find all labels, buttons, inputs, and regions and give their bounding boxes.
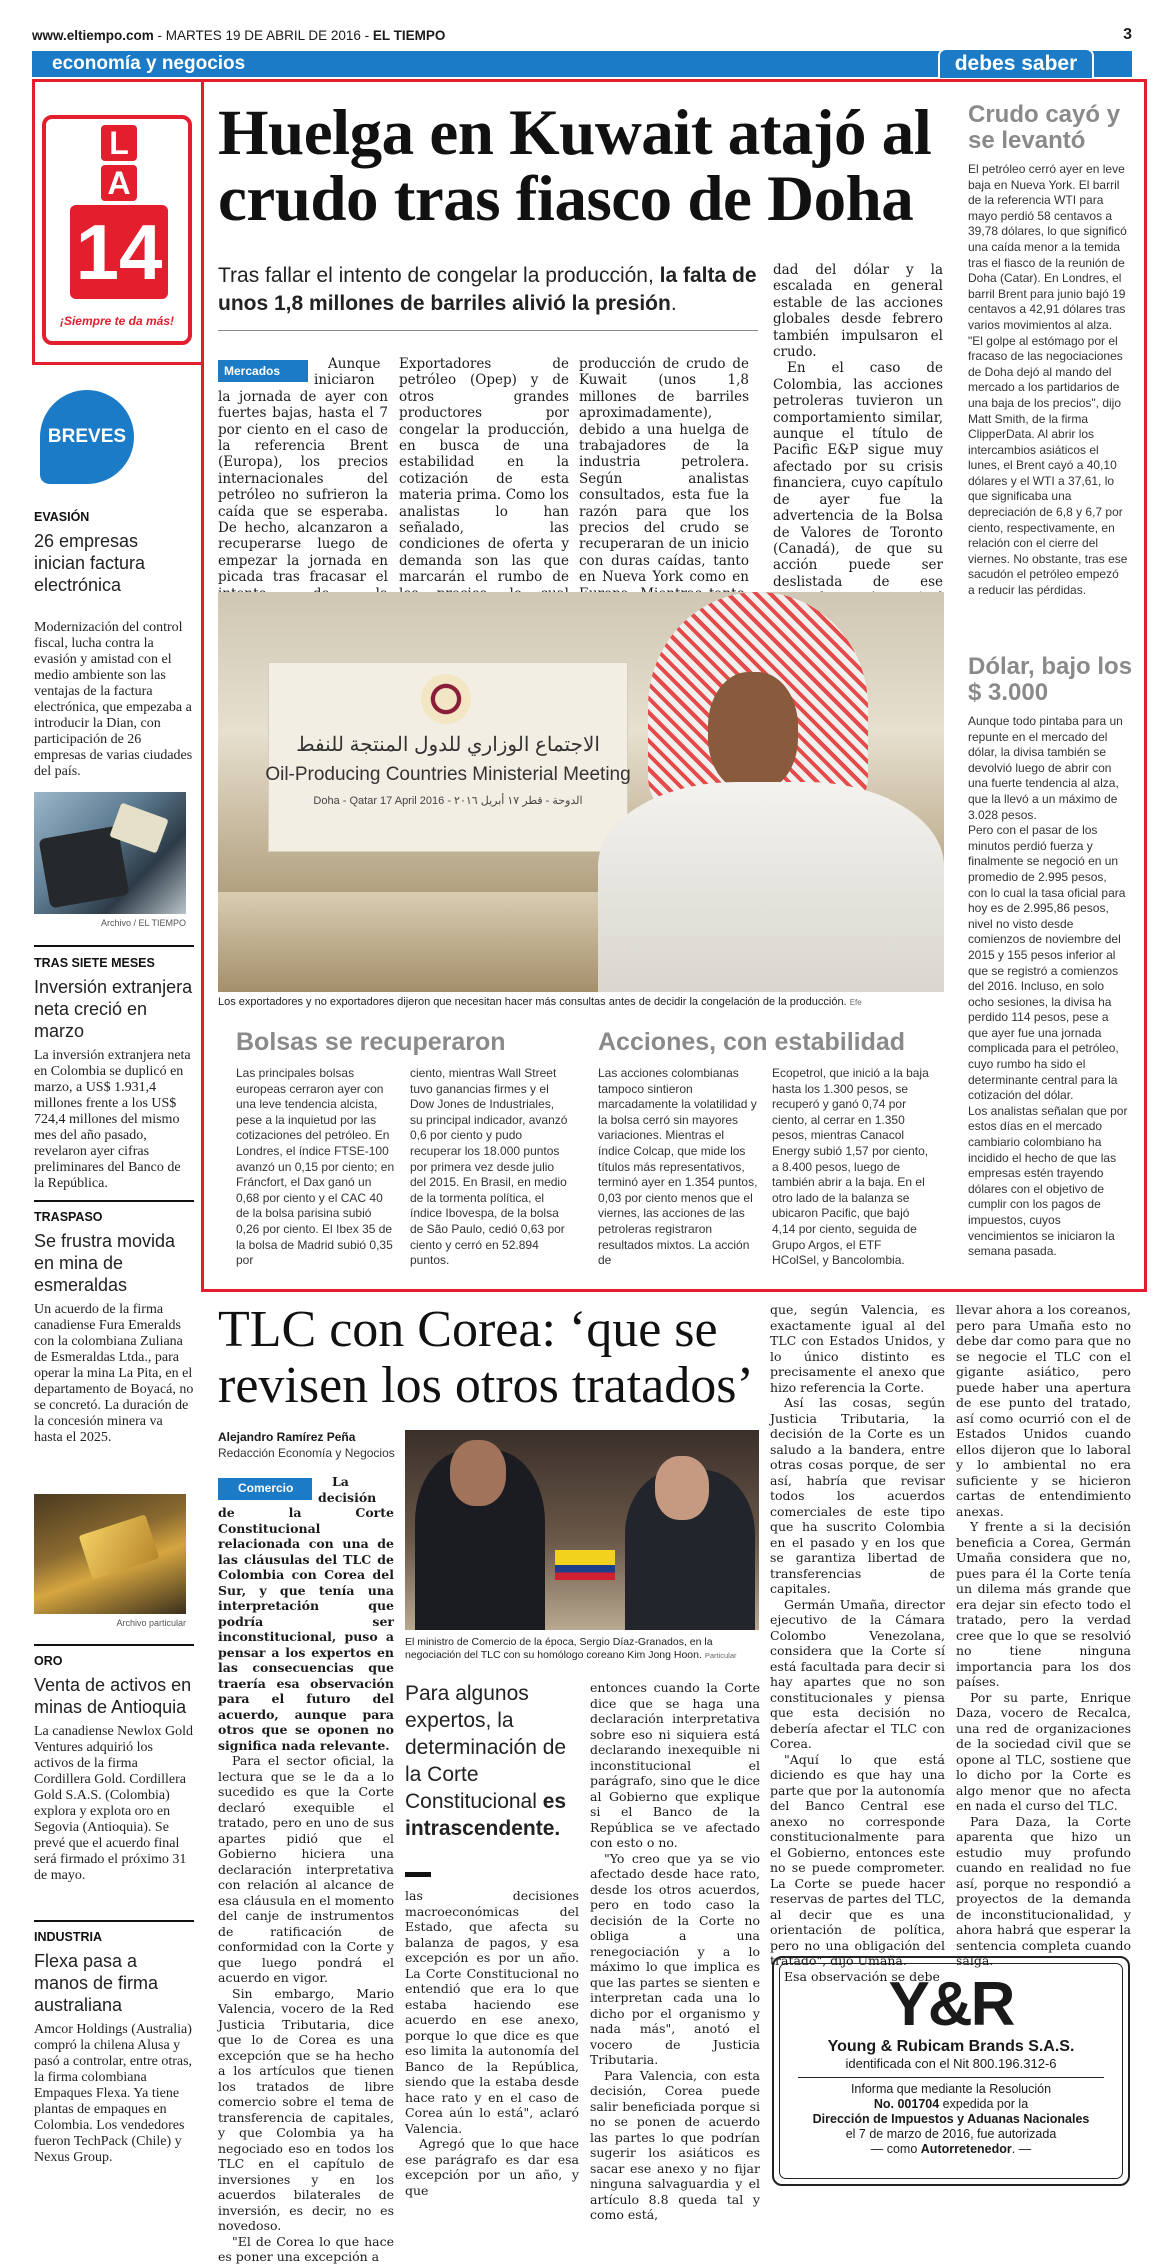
divider	[34, 1644, 194, 1646]
paragraph: Germán Umaña, director ejecutivo de la Cámara Colombo Venezolana, considera que la Corte sí está facultada para decir si hay apartes que no son constitucionales y piensa que esta decisión no debería afectar el TLC con Corea.	[770, 1596, 945, 1751]
paragraph: Agregó que lo que hace ese parágrafo es dar esa excepción por un año, y que	[405, 2136, 579, 2198]
paragraph: "Aquí lo que está diciendo es que hay una parte que por la autonomía del Banco Central ese anexo no corresponde constitucionalmente para el Gobierno, entonces este no se puede comprometer. La Corte se puede hacer reservas de partes del TLC, al decir que es una orientación de política, pero no una obligación del tratado", dijo Umaña.	[770, 1751, 945, 1968]
ad-line-4: el 7 de marzo de 2016, fue autorizada	[845, 2127, 1057, 2141]
tlc-col-3	[590, 1680, 760, 2222]
sidebar-crudo-text: El petróleo cerró ayer en leve baja en Nueva York. El barril de la referencia WTI para mayo perdió 58 centavos a 39,78 dólares, lo que significó una caída menor a la temida tras el fiasco de la reunión de Doha (Catar). En Londres, el barril Brent para junio bajó 19 centavos a 42,91 dólares tras varios movimientos al alza. "El golpe al estómago por el fracaso de las negociaciones de Doha dejó al mando del mercado a los partidarios de una baja de los precios", dijo Matt Smith, de la firma ClipperData. Al abrir los intercambios asiáticos el lunes, el Brent cayó a 40,10 dólares y el WTI a 37,61, lo que significaba una depreciación de 6,8 y 6,7 por ciento, respectivamente, en relación con el cierre del viernes. No obstante, tras ese sacudón el petróleo empezó a reducir las pérdidas.	[968, 162, 1128, 598]
photo-credit: Archivo particular	[116, 1618, 186, 1628]
qatar-emblem-icon	[421, 674, 471, 724]
brief-body: Modernización del control fiscal, lucha contra la evasión y amistad con el medio ambiente son las ventajas de la factura electrónica, que empezaba a introducir la Dian, con participación de 26 empresas de varias ciudades del país.	[34, 620, 193, 779]
sidebar-title-dolar: Dólar, bajo los $ 3.000	[968, 653, 1133, 706]
main-col-2	[399, 356, 569, 586]
logo-letter-l: L	[101, 125, 137, 161]
paragraph: Para el sector oficial, la lectura que se le da a lo sucedido es que la Corte declaró exequible el tratado, pero en uno de sus apartes pidió que el Gobierno hiciera una declaración interpretativa con relación al alcance de esa cláusula en el momento del canje de instrumentos de ratificación de conformidad con la Corte y que luego pondrá el acuerdo en vigor.	[218, 1753, 394, 1985]
divider	[34, 1200, 194, 1202]
main-col-4	[773, 262, 943, 590]
ad-text: .	[1011, 2142, 1016, 2156]
sign-arabic: الاجتماع الوزاري للدول المنتجة للنفط	[296, 734, 600, 756]
divider	[34, 945, 194, 947]
tlc-headline: TLC con Corea: ‘que se revisen los otros tratados’	[218, 1301, 754, 1414]
quote-text: Para algunos expertos, la determinación de la Corte Constitucional	[405, 1682, 567, 1813]
brief-body: Amcor Holdings (Australia) compró la chilena Alusa y pasó a controlar, entre otras, la firma colombiana Empaques Flexa. Ya tiene plantas de empaques en Colombia. Los vendedores fueron TechPack (Chile) y Nexus Group.	[34, 2022, 193, 2165]
bolsas-title: Bolsas se recuperaron	[236, 1028, 506, 1056]
quote-bold: es intrascendente.	[405, 1790, 567, 1840]
paragraph	[218, 1474, 394, 1753]
caption-text: Los exportadores y no exportadores dijeron que necesitan hacer más consultas antes de decidir la congelación de la producción.	[218, 996, 847, 1008]
sidebar-title-crudo: Crudo cayó y se levantó	[968, 101, 1121, 154]
brief-body: Un acuerdo de la firma canadiense Fura Emeralds con la colombiana Zuliana de Esmeraldas Ltda., para operar la mina La Pita, en el departamento de Boyacá, no se concretó. La duración de la concesión minera va hasta el 2025.	[34, 1302, 194, 1445]
paragraph: En el caso de Colombia, las acciones petroleras tuvieron un comportamiento similar, aunque el título de Pacific E&P sigue muy afectado por su crisis financiera, cuyo capítulo de ayer fue la advertencia de la Bolsa de Valores de Toronto (Canadá), de que su acción puede ser deslistada de ese	[773, 360, 943, 590]
site-url[interactable]: www.eltiempo.com	[32, 28, 154, 43]
brief-headline: 26 empresas inician factura electrónica	[34, 531, 146, 595]
flags-shape	[555, 1550, 615, 1580]
sign-date: Doha - Qatar 17 April 2016 - الدوحة - قطر ١٧ أبريل ٢٠١٦	[313, 795, 583, 807]
tlc-dept: Redacción Economía y Negocios	[218, 1446, 395, 1460]
brief-body: La inversión extranjera neta en Colombia se duplicó en marzo, a US$ 1.931,4 millones frente a los US$ 724,4 millones del mismo mes del año pasado, revelaron ayer cifras preliminares del Banco de la República.	[34, 1048, 191, 1191]
brief-photo-terminal	[34, 792, 186, 914]
paragraph: "El de Corea lo que hace es poner una excepción a	[218, 2233, 394, 2264]
deck-rule	[218, 330, 758, 331]
sign-english: Oil-Producing Countries Ministerial Meeting	[265, 764, 631, 785]
paragraph: Para Daza, la Corte aparenta que hizo un estudio muy profundo cuando en realidad no fue así, porque no respondió a proyectos de la demanda de inconstitucionalidad, y ahora habrá que esperar la sentencia completa cuando salga.	[956, 1813, 1131, 1968]
yr-logo: Y&R	[888, 1970, 1014, 2039]
paragraph: Sin embargo, Mario Valencia, vocero de la Red Justicia Tributaria, dice que lo de Corea es una excepción que se ha hecho a los artículos que tienen los tratados de libre comercio sobre el tema de transferencia de capitales, y que Colombia ya ha negociado eso en todos los TLC en el capítulo de inversiones y en los acuerdos bilaterales de inversión, es decir, no es novedoso.	[218, 1985, 394, 2233]
main-col-3	[579, 356, 749, 586]
paragraph: las decisiones macroeconómicas del Estado, que afecta su balanza de pagos, y esa excepción es por un año. La Corte Constitucional no entendió que era lo que estaba haciendo ese acuerdo en ese anexo, porque lo que dice es que eso limita la autonomía del Banco de la República, siendo que la estaba desde hace rato y en el caso de Corea aún lo está", aclaró Valencia.	[405, 1888, 579, 2136]
brief-4	[34, 1654, 194, 1884]
brief-2	[34, 956, 194, 1192]
breves-label: BREVES	[47, 426, 127, 447]
paragraph: "Yo creo que ya se vio afectado desde hace rato, desde los otros acuerdos, pero en todo caso la decisión de la Corte no obliga a una renegociación y a lo máximo lo que implica es que las partes se sienten e interpretan cada una lo dicho por el organismo y nada más", anotó el vocero de Justicia Tributaria.	[590, 1850, 760, 2067]
sidebar-dolar-text	[968, 714, 1128, 1260]
page-header	[32, 28, 1132, 50]
logo-number: 14	[70, 205, 168, 299]
person-right-head	[655, 1456, 709, 1520]
main-photo-caption	[218, 996, 944, 1008]
bolsas-col-a: Las principales bolsas europeas cerraron ayer con una leve tendencia alcista, pese a la inquietud por las cotizaciones del petróleo. En Londres, el índice FTSE-100 avanzó un 0,15 por ciento; en Fráncfort, el Dax ganó un 0,68 por ciento y el CAC 40 de la bolsa parisina subió 0,26 por ciento. El Ibex 35 de la bolsa de Madrid subió 0,35 por	[236, 1066, 395, 1268]
ad-line-3: Dirección de Impuestos y Aduanas Nacionales	[812, 2112, 1090, 2126]
section-title: economía y negocios	[52, 53, 246, 74]
main-col-1	[218, 356, 388, 586]
paragraph: Aunque todo pintaba para un repunte en el mercado del dólar, la divisa también se devolvió luego de abrir con una fuerte tendencia al alza, que la llevó a un máximo de 3.028 pesos.	[968, 714, 1123, 822]
paragraph: producción de crudo de Kuwait (unos 1,8 millones de barriles aproximadamente), debido a una huelga de trabajadores de la industria petrolera. Según analistas consultados, esta fue la razón para que los precios del crudo se recuperaran de un inicio con duras caídas, tanto en Nueva York como en	[579, 356, 749, 586]
quote-dash	[405, 1872, 431, 1877]
header-date: - MARTES 19 DE ABRIL DE 2016 -	[153, 28, 373, 43]
tab-debes-saber[interactable]: debes saber	[938, 48, 1094, 80]
paragraph: Aunque iniciaron la jornada de ayer con fuertes bajas, hasta el 7 por ciento en el caso de la referencia Brent (Europa), los precios internacionales del petróleo no sufrieron la caída que se esperaba. De hecho, alcanzaron a recuperarse luego de empezar la jornada en picada tras fracasar el	[218, 356, 388, 586]
brief-headline: Inversión extranjera neta creció en marzo	[34, 977, 193, 1041]
page-number: 3	[1123, 26, 1132, 43]
brief-3	[34, 1210, 194, 1446]
tlc-photo	[405, 1430, 759, 1630]
tlc-pull-quote	[405, 1680, 579, 1842]
ad-company: Young & Rubicam Brands S.A.S.	[827, 2038, 1075, 2055]
breves-badge	[40, 390, 134, 484]
main-headline: Huelga en Kuwait atajó al crudo tras fiasco de Doha	[218, 97, 932, 235]
ad-line-1: Informa que mediante la Resolución	[850, 2082, 1052, 2096]
ad-nit: identificada con el Nit 800.196.312-6	[845, 2056, 1057, 2071]
brief-headline: Flexa pasa a manos de firma australiana	[34, 1951, 159, 2015]
acciones-title: Acciones, con estabilidad	[598, 1028, 906, 1056]
paragraph: Exportadores de petróleo (Opep) y de otros grandes productores por congelar la producción, en busca de una estabilidad en la cotización de esta materia prima. Como los analistas lo han señalado, las condiciones de oferta y demanda son las que marcarán el rumbo de	[399, 356, 569, 586]
main-photo	[218, 592, 944, 992]
ad-text: como	[886, 2142, 921, 2156]
paragraph: Por su parte, Enrique Daza, vocero de Recalca, una red de organizaciones de la sociedad civil que se opone al TLC, sostiene que lo dicho por la Corte es algo menor que no afecta en nada el curso del TLC.	[956, 1689, 1131, 1813]
paragraph: entonces cuando la Corte dice que se haga una declaración interpretativa sobre eso ni siquiera está declarando inexequible ni inconstitucional el parágrafo, sino que le dice al Gobierno que explique si el Banco de la República se ve afectado con esto o no.	[590, 1680, 760, 1850]
tlc-col-5	[956, 1302, 1131, 1968]
deck-part: Tras fallar el intento de congelar la producción,	[218, 264, 660, 287]
paragraph: Pero con el pasar de los minutos perdió fuerza y finalmente se negoció en un promedio de 2.995 pesos, con lo cual la tasa oficial para hoy es de 2.995,86 pesos, nivel no visto desde comienzos de noviembre del 2015 y 155 pesos inferior al que se registró a comienzos del 2016. Incluso, en solo ocho sesiones, la divisa ha perdido 114 pesos, pese a que ayer fue una jornada complicada para el petróleo, cuyo rumbo ha sido el determinante central para la cotización del dólar.	[968, 823, 1126, 1103]
deck-end: .	[670, 292, 677, 315]
brief-1	[34, 510, 194, 780]
brief-category: TRAS SIETE MESES	[34, 956, 155, 970]
brief-category: TRASPASO	[34, 1210, 103, 1224]
paragraph: Los analistas señalan que por estos días en el mercado cambiario colombiano ha incidido el hecho de que las empresas estén trayendo dólares con el objetivo de cumplir con los pagos de impuestos, cuyos vencimientos se iniciaron la semana pasada.	[968, 1103, 1128, 1259]
paragraph: llevar ahora a los coreanos, pero para Umaña esto no debe dar como para que no se negocie el TLC con el gigante asiático, pero puede haber una apertura de ese punto del tratado, así como ocurrió con el de Estados Unidos cuando ellos dijeron que lo laboral y lo ambiental no era suficiente y se hicieron cartas de entendimiento anexas.	[956, 1302, 1131, 1519]
divider	[34, 1920, 194, 1922]
tlc-photo-caption	[405, 1636, 759, 1662]
photo-credit: Archivo / EL TIEMPO	[100, 918, 186, 928]
paragraph: dad del dólar y la escalada en general estable de las acciones globales desde febrero también impulsaron el crudo.	[773, 262, 943, 361]
brief-category: INDUSTRIA	[34, 1930, 103, 1944]
brief-category: ORO	[34, 1654, 63, 1668]
person-left-head	[450, 1440, 506, 1506]
main-deck	[218, 262, 758, 318]
person-body	[598, 782, 944, 992]
paragraph: que, según Valencia, es exactamente igual al del TLC con Estados Unidos, y lo único distinto es precisamente el anexo que hizo referencia la Corte.	[770, 1302, 945, 1395]
ad-text: expedida por la	[939, 2097, 1029, 2111]
bolsas-col-b: ciento, mientras Wall Street tuvo ganancias firmes y el Dow Jones de Industriales, su principal indicador, avanzó 0,6 por ciento y pudo recuperar los 18.000 puntos por primera vez desde julio del 2015. En Brasil, en medio de la tormenta política, el índice Ibovespa, de la bolsa de São Paulo, cedió 0,63 por ciento y cerró en 52.894 puntos.	[410, 1066, 568, 1268]
paragraph: Esa observación se debe	[784, 1968, 940, 1984]
acciones-col-b: Ecopetrol, que inició a la baja hasta los 1.300 pesos, se recuperó y ganó 0,74 por ciento, al cerrar en 1.350 pesos, mientras Canacol Energy subió 1,57 por ciento, a 8.400 pesos, luego de también abrir a la baja. En el otro lado de la balanza se ubicaron Pacific, que bajó 4,14 por ciento, seguida de Grupo Argos, el ETF HColSel, y Bancolombia.	[772, 1066, 929, 1268]
acciones-col-a: Las acciones colombianas tampoco sintieron marcadamente la volatilidad y la bolsa cerró sin mayores variaciones. Mientras el índice Colcap, que mide los títulos más representativos, terminó ayer en 1.354 puntos, 0,03 por ciento menos que el viernes, las acciones de las petroleras registraron resultados mixtos. La acción de	[598, 1066, 758, 1268]
paragraph-text: La decisión de la Corte Constitucional relacionada con una de las cláusulas del TLC de Colombia con Corea del Sur, y que tenía una interpretación que podría ser inconstitucional, puso a pensar a los expertos en las consecuencias que traería esa observación para el futuro del acuerdo, aunque para otros que se oponen no significa nada relevante.	[218, 1474, 394, 1753]
comercio-tag: Comercio	[218, 1478, 312, 1500]
mercados-tag: Mercados	[218, 360, 308, 382]
deck-bold: la falta de unos 1,8 millones de barriles alivió la presión	[218, 264, 757, 315]
tlc-col-2	[405, 1888, 579, 2198]
brief-headline: Venta de activos en minas de Antioquia	[34, 1675, 192, 1717]
caption-credit: Particular	[704, 1651, 737, 1660]
ad-autorretenedor: Autorretenedor	[920, 2142, 1012, 2156]
paragraph: Así las cosas, según Justicia Tributaria, la decisión de la Corte es un saludo a la bandera, entre otras cosas porque, de ser así, habría que revisar todos los acuerdos comerciales de este tipo que ha suscrito Colombia en el pasado y en los que se garantiza libertad de transferencias de capitales.	[770, 1395, 945, 1596]
ad-line-5: — como Autorretenedor. —	[870, 2142, 1032, 2156]
brief-body: La canadiense Newlox Gold Ventures adquirió los activos de la firma Cordillera Gold. Cordillera Gold S.A.S. (Colombia) explora y explota oro en Segovia (Antioquia). Se prevé que el acuerdo final será firmado el próximo 31 de mayo.	[34, 1724, 193, 1883]
brief-category: EVASIÓN	[34, 510, 90, 524]
paper-name: EL TIEMPO	[372, 28, 446, 43]
paragraph: Para Valencia, con esta decisión, Corea puede salir beneficiada porque si no se ponen de acuerdo las partes lo que podrían sugerir los asiáticos es sacar ese anexo y no fijar ninguna salvaguardia y el artículo 8.8 queda tal y como está,	[590, 2067, 760, 2222]
paragraph: Y frente a si la decisión beneficia a Corea, Germán Umaña considera que no, pues para él la Corte tenía un dilema más grande que era dejar sin efecto todo el tratado, pero la verdad cree que lo que se resolvió no tiene ninguna importancia para los dos países.	[956, 1519, 1131, 1689]
logo-letter-a: A	[101, 165, 137, 201]
ad-inner-border	[779, 1963, 1123, 2179]
ad-resolution: No. 001704	[873, 2097, 940, 2111]
caption-text: El ministro de Comercio de la época, Sergio Díaz-Granados, en la negociación del TLC con su homólogo coreano Kim Jong Hoon.	[405, 1636, 713, 1661]
gold-bar-shape	[79, 1514, 160, 1579]
brief-photo-gold	[34, 1494, 186, 1614]
yr-advertisement[interactable]	[772, 1956, 1130, 2186]
person-face	[708, 672, 798, 792]
tlc-author: Alejandro Ramírez Peña	[218, 1430, 356, 1444]
caption-credit: Efe	[849, 998, 862, 1007]
logo-tagline: ¡Siempre te da más!	[59, 314, 175, 328]
brief-5	[34, 1930, 194, 2166]
brief-headline: Se frustra movida en mina de esmeraldas	[34, 1231, 176, 1295]
la14-logo	[42, 115, 192, 345]
tlc-col-4	[770, 1302, 945, 1984]
tlc-col-1	[218, 1474, 394, 2264]
